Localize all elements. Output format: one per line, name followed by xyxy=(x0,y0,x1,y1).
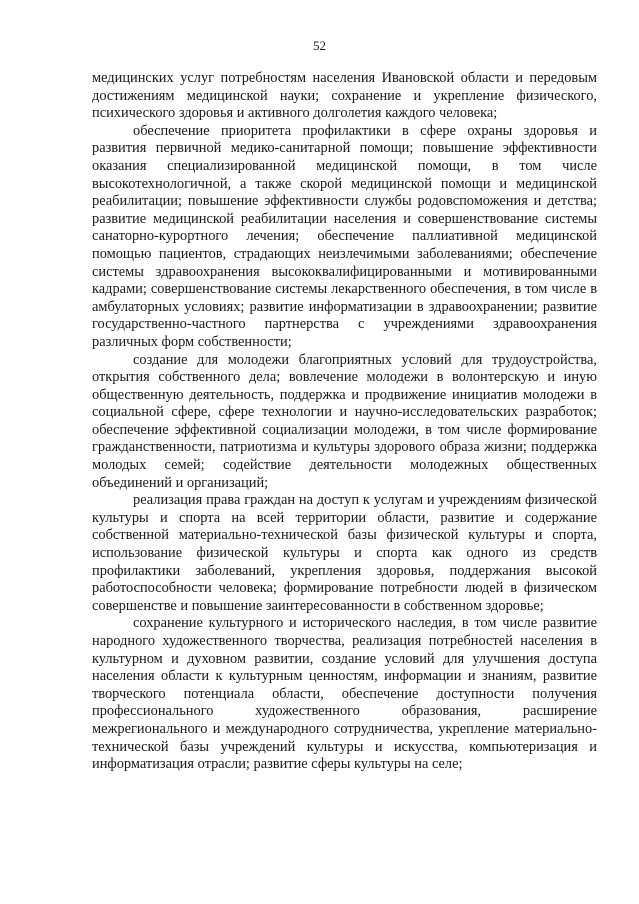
paragraph-continuation: медицинских услуг потребностям населения Ивановской области и передовым достижениям медицинской науки; сохранение и укрепление физического, психического здоровья и активного долголетия каждого человека; xyxy=(92,70,597,122)
document-body xyxy=(92,70,597,774)
paragraph-healthcare: обеспечение приоритета профилактики в сфере охраны здоровья и развития первичной медико-санитарной помощи; повышение эффективности оказания специализированной медицинской помощи, в том числе высокотехнологичной, а также скорой медицинской помощи и медицинской реабилитации; повышение эффективности службы родовспоможения и детства; развитие медицинской реабилитации населения и совершенствование системы санаторно-курортного лечения; обеспечение паллиативной медицинской помощью пациентов, страдающих неизлечимыми заболеваниями; обеспечение системы здравоохранения высококвалифицированными и мотивированными кадрами; совершенствование системы лекарственного обеспечения, в том числе в амбулаторных условиях; развитие информатизации в здравоохранении; развитие государственно-частного партнерства с учреждениями здравоохранения различных форм собственности; xyxy=(92,122,597,350)
paragraph-culture: сохранение культурного и исторического наследия, в том числе развитие народного художественного творчества, реализация потребностей населения в культурном и духовном развитии, создание условий для улучшения доступа населения области к культурным ценностям, информации и знаниям, развитие творческого потенциала области, обеспечение доступности получения профессионального художественного образования, расширение межрегионального и международного сотрудничества, укрепление материально-технической базы учреждений культуры и искусства, компьютеризация и информатизация отрасли; развитие сферы культуры на селе; xyxy=(92,615,597,773)
paragraph-youth: создание для молодежи благоприятных условий для трудоустройства, открытия собственного дела; вовлечение молодежи в волонтерскую и иную общественную деятельность, поддержка и продвижение инициатив молодежи в социальной сфере, сфере технологии и научно-исследовательских разработок; обеспечение эффективной социализации молодежи, в том числе формирование гражданственности, патриотизма и культуры здорового образа жизни; поддержка молодых семей; содействие деятельности молодежных общественных объединений и организаций; xyxy=(92,351,597,491)
paragraph-sport: реализация права граждан на доступ к услугам и учреждениям физической культуры и спорта на всей территории области, развитие и содержание собственной материально-технической базы физической культуры и спорта, использование физической культуры и спорта как одного из средств профилактики заболеваний, укрепления здоровья, поддержания высокой работоспособности человека; формирование потребности людей в физическом совершенстве и повышение заинтересованности в собственном здоровье; xyxy=(92,492,597,614)
page-number: 52 xyxy=(313,38,326,53)
